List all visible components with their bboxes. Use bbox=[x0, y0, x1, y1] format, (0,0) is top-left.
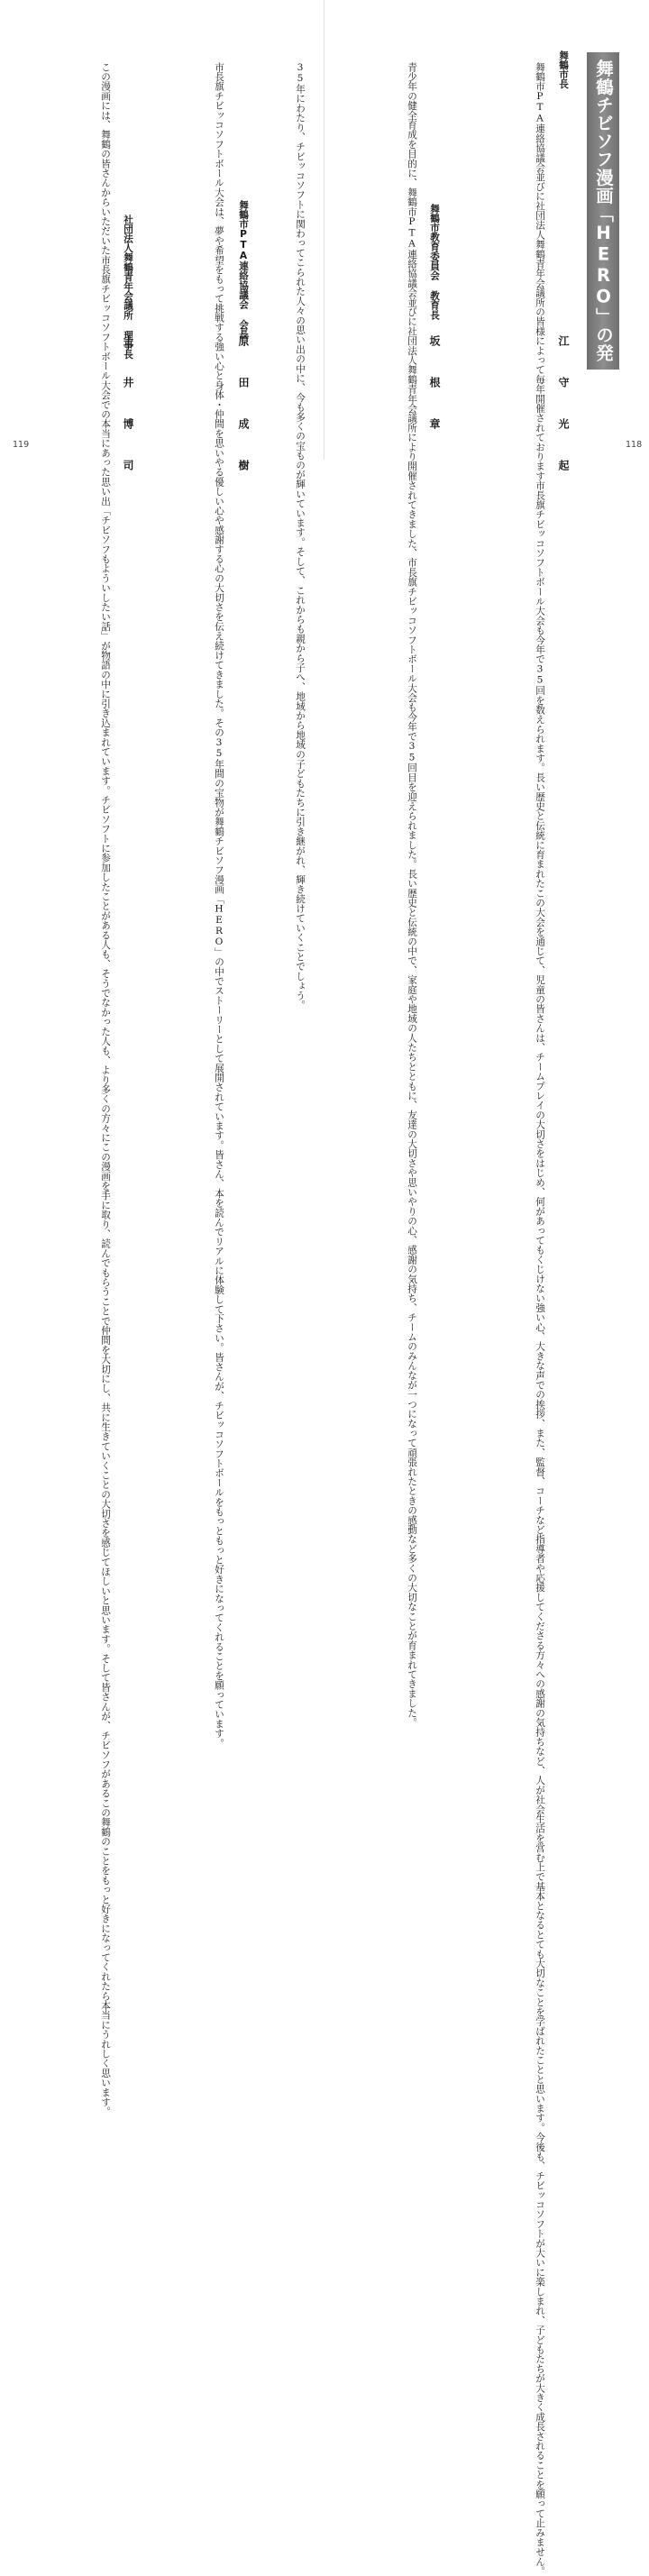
pta-message-part1 bbox=[265, 52, 306, 1009]
mayor-name: 江 守 光 起 bbox=[557, 335, 570, 480]
mayor-message-text: 舞鶴市PTA連絡協議会並びに社団法人舞鶴青年会議所の皆様によって毎年開催されております市長旗チビッコソフトボール大会も今年で35回を数えられます。長い歴史と伝統に育まれたこの大会を通じて、児童の皆さんは、チームプレイの大切さをはじめ、何があってもくじけない強い心、大きな声での挨拶、また、監督、コーチなど指導者や応援してくださる方々への感謝の気持ちなど、人が社会生活を営む上で基本となるとても大切なことを学ばれたことと思います。今後も、チビッコソフトが大いに楽しまれ、子どもたちが大きく成長されることを願って止みません。 bbox=[535, 61, 545, 2576]
mayor-role: 舞鶴市長 bbox=[558, 50, 569, 89]
education-role: 舞鶴市教育委員会 教育長 bbox=[429, 204, 440, 320]
education-message-text: 青少年の健全育成を目的に、舞鶴市PTA連絡協議会並びに社団法人舞鶴青年会議所により開催されてきました、市長旗チビッコソフトボール大会も今年で35回目を迎えられました。長い歴史と伝統の中で、家庭や地域の人たちとともに、友達の大切さや思いやりの心、感謝の気持ち、チームのみんなが一つになって頑張れたときの感動など多くの大切なことが育まれてきました。 bbox=[407, 61, 417, 1727]
pta-message-text1: 35年にわたり、チビッコソフトに関わってこられた人々の思い出の中に、今も多くの宝ものが輝いています。そして、これからも親から子へ、地域から地域の子どもたちに引き継がれ、輝き続けていくことでしょう。 bbox=[295, 61, 306, 1009]
page-number-right: 118 bbox=[626, 440, 643, 450]
jc-role: 社団法人舞鶴青年会議所 理事長 bbox=[123, 215, 133, 360]
education-message bbox=[344, 52, 418, 1727]
page-title: 舞鶴チビソフ漫画「HERO」の発刊によせて bbox=[561, 59, 614, 362]
pta-message-text2: 市長旗チビッコソフトボール大会は、夢や希望をもって挑戦する強い心と身体・仲間を思いやる優しい心や感謝する心の大切さを伝え続けてきました。その35年間の宝物が舞鶴チビソフ漫画「HERO」の中でストーリーとして展開されています。皆さん、本を読んでリアルに体験して下さい。皆さんが、チビッコソフトボールをもっともっと好きになってくれることを願っています。 bbox=[214, 61, 224, 1748]
education-name: 坂 根 章 bbox=[428, 335, 441, 438]
page-number-left: 119 bbox=[13, 440, 30, 450]
pta-role: 舞鶴市PTA連絡協議会 会長 bbox=[238, 200, 249, 339]
jc-name: 土 井 博 司 bbox=[122, 335, 134, 480]
pta-message-part2 bbox=[150, 52, 225, 1748]
mayor-message bbox=[460, 52, 546, 2576]
pta-name: 原 田 成 樹 bbox=[237, 335, 250, 480]
jc-message-text: この漫画には、舞鶴の皆さんからいただいた市長旗チビッコソフトボール大会での本当にあった思い出「チビソフもよういしたい話」が物語の中に引き込まれています。チビソフトに参加したことがある人も、そうでなかった人も、より多くの方々にこの漫画を手に取り、読んでもらうことで仲間を大切にし、共に生きていくことの大切さを感じてほしいと思います。そして皆さんが、チビソフがあるこの舞鶴のことをもっと好きになってくれたら本当にうれしく思います。 bbox=[100, 61, 111, 2116]
